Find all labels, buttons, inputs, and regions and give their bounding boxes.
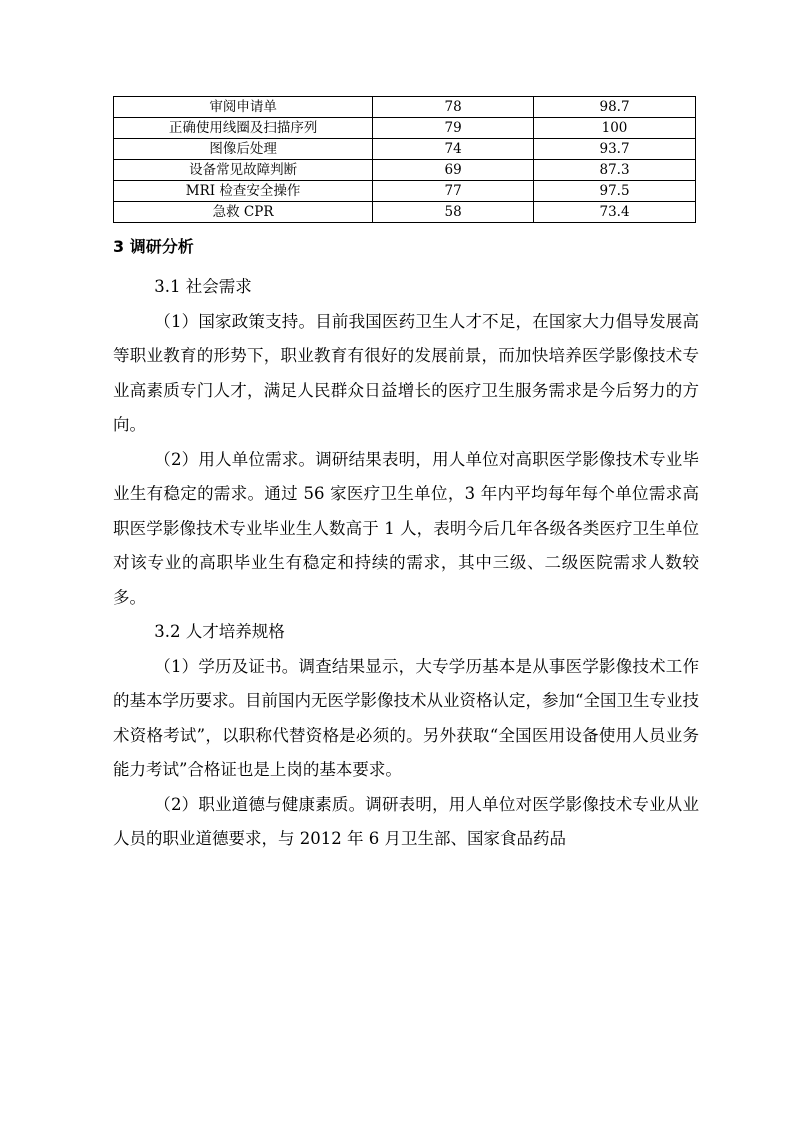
table-cell-count: 69: [373, 160, 534, 181]
section-heading: 3 调研分析: [113, 237, 194, 256]
table-cell-percent: 87.3: [534, 160, 696, 181]
table-row: [114, 139, 696, 160]
table-cell-item: MRI 检查安全操作: [114, 181, 373, 202]
paragraph: （1）国家政策支持。目前我国医药卫生人才不足，在国家大力倡导发展高等职业教育的形势下，职业教育有很好的发展前景，而加快培养医学影像技术专业高素质专门人才，满足人民群众日益增长的医疗卫生服务需求是今后努力的方向。: [113, 311, 699, 434]
body-text: [113, 270, 699, 857]
table-cell-item: 设备常见故障判断: [114, 160, 373, 181]
table-cell-item: 图像后处理: [114, 139, 373, 160]
table-cell-count: 58: [373, 202, 534, 223]
table-row: [114, 97, 696, 118]
subsection-title: 3.1 社会需求: [154, 277, 252, 296]
table-cell-count: 78: [373, 97, 534, 118]
paragraph: （1）学历及证书。调查结果显示，大专学历基本是从事医学影像技术工作的基本学历要求。目前国内无医学影像技术从业资格认定，参加“全国卫生专业技术资格考试”，以职称代替资格是必须的。另外获取“全国医用设备使用人员业务能力考试”合格证也是上岗的基本要求。: [113, 656, 699, 779]
table-row: [114, 202, 696, 223]
table-cell-item: 正确使用线圈及扫描序列: [114, 118, 373, 139]
paragraph: （2）用人单位需求。调研结果表明，用人单位对高职医学影像技术专业毕业生有稳定的需求。通过 56 家医疗卫生单位，3 年内平均每年每个单位需求高职医学影像技术专业毕业生人数高于 1 人，表明今后几年各级各类医疗卫生单位对该专业的高职毕业生有稳定和持续的需求，其中三级、二级医院需求人数较多。: [113, 449, 699, 607]
table-cell-percent: 100: [534, 118, 696, 139]
table-cell-count: 77: [373, 181, 534, 202]
table-row: [114, 160, 696, 181]
table-cell-percent: 97.5: [534, 181, 696, 202]
table-cell-percent: 98.7: [534, 97, 696, 118]
survey-table: [113, 96, 696, 223]
table-cell-percent: 93.7: [534, 139, 696, 160]
table-row: [114, 118, 696, 139]
table-row: [114, 181, 696, 202]
table-cell-count: 74: [373, 139, 534, 160]
subsection-title: 3.2 人才培养规格: [154, 622, 285, 641]
paragraph: （2）职业道德与健康素质。调研表明，用人单位对医学影像技术专业从业人员的职业道德要求，与 2012 年 6 月卫生部、国家食品药品: [113, 794, 699, 848]
table-cell-item: 急救 CPR: [114, 202, 373, 223]
table-cell-count: 79: [373, 118, 534, 139]
table-cell-item: 审阅申请单: [114, 97, 373, 118]
table-cell-percent: 73.4: [534, 202, 696, 223]
